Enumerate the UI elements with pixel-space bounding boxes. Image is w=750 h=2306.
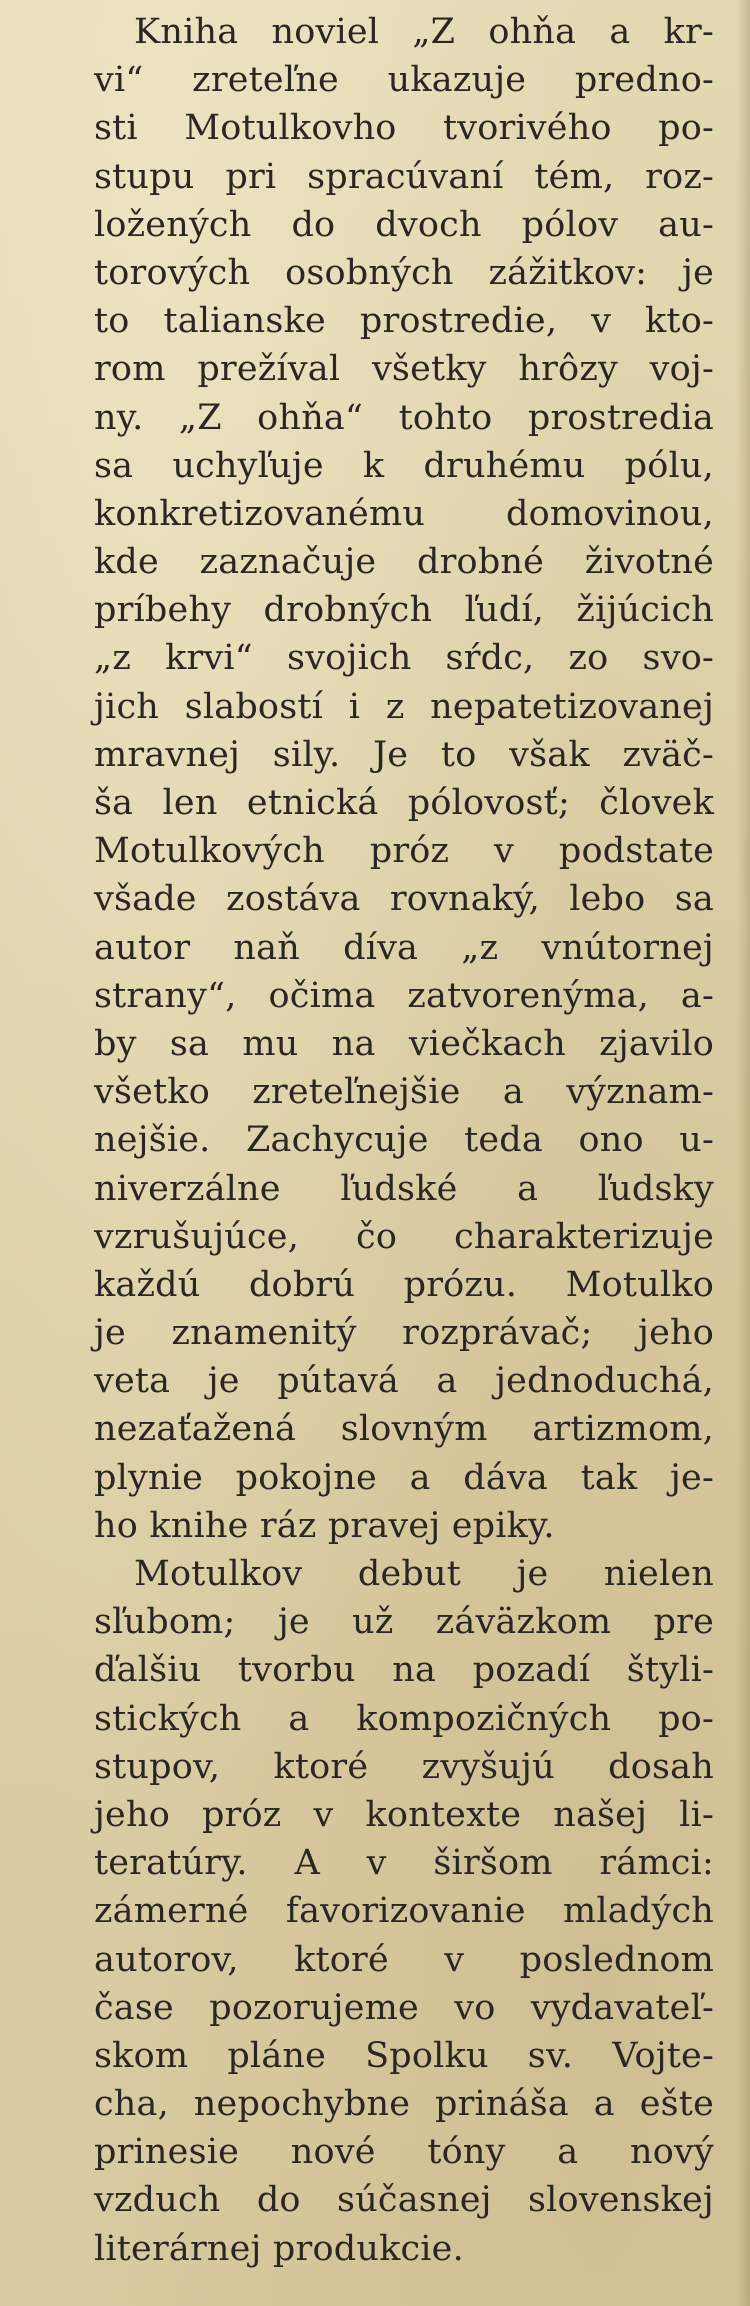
text-line: niverzálne ľudské a ľudsky <box>94 1168 714 1209</box>
text-line: stupu pri spracúvaní tém, roz- <box>94 156 714 197</box>
text-line: sa uchyľuje k druhému pólu, <box>94 445 714 486</box>
text-line: mravnej sily. Je to však zväč- <box>94 734 714 775</box>
text-line: nejšie. Zachycuje teda ono u- <box>94 1120 714 1161</box>
text-line: literárnej produkcie. <box>94 2228 464 2269</box>
text-line: konkretizovanému domovinou, <box>94 493 714 534</box>
text-line: autorov, ktoré v poslednom <box>94 1939 714 1980</box>
text-line: cha, nepochybne prináša a ešte <box>94 2084 714 2125</box>
text-line: príbehy drobných ľudí, žijúcich <box>94 590 714 631</box>
text-line: jeho próz v kontexte našej li- <box>94 1794 714 1835</box>
text-line: Motulkov debut je nielen <box>134 1554 714 1594</box>
text-line: všetko zreteľnejšie a význam- <box>94 1072 714 1113</box>
text-line: veta je pútavá a jednoduchá, <box>94 1361 714 1402</box>
text-line: plynie pokojne a dáva tak je- <box>94 1457 714 1498</box>
text-line: to talianske prostredie, v kto- <box>94 301 714 342</box>
text-line: všade zostáva rovnaký, lebo sa <box>94 879 714 920</box>
text-line: prinesie nové tóny a nový <box>94 2132 714 2173</box>
text-line: vi“ zreteľne ukazuje predno- <box>94 60 714 101</box>
text-line: by sa mu na viečkach zjavilo <box>94 1023 714 1064</box>
text-line: ny. „Z ohňa“ tohto prostredia <box>94 397 714 438</box>
text-line: ložených do dvoch pólov au- <box>94 204 714 245</box>
text-line: sti Motulkovho tvorivého po- <box>94 108 714 149</box>
text-line: autor naň díva „z vnútornej <box>94 927 714 968</box>
text-line: skom pláne Spolku sv. Vojte- <box>94 2035 714 2076</box>
text-line: každú dobrú prózu. Motulko <box>94 1264 714 1305</box>
text-line: kde zaznačuje drobné životné <box>94 542 714 583</box>
article-body <box>94 8 714 2273</box>
text-line: ho knihe ráz pravej epiky. <box>94 1505 555 1546</box>
text-line: nezaťažená slovným artizmom, <box>94 1409 714 1450</box>
text-line: stupov, ktoré zvyšujú dosah <box>94 1746 714 1787</box>
text-line: sľubom; je už záväzkom pre <box>94 1602 714 1643</box>
text-line: strany“, očima zatvorenýma, a- <box>94 975 714 1016</box>
paragraph-2 <box>94 1550 714 2273</box>
text-line: zámerné favorizovanie mladých <box>94 1891 714 1932</box>
text-line: ša len etnická pólovosť; človek <box>94 783 714 823</box>
text-line: vzrušujúce, čo charakterizuje <box>94 1216 714 1257</box>
text-line: vzduch do súčasnej slovenskej <box>94 2180 714 2221</box>
text-line: Kniha noviel „Z ohňa a kr- <box>134 12 714 52</box>
text-line: Motulkových próz v podstate <box>94 831 714 872</box>
text-line: rom prežíval všetky hrôzy voj- <box>94 349 714 390</box>
paragraph-1 <box>94 8 714 1550</box>
text-line: čase pozorujeme vo vydavateľ- <box>94 1987 714 2028</box>
text-line: je znamenitý rozprávač; jeho <box>94 1313 714 1354</box>
text-line: teratúry. A v širšom rámci: <box>94 1843 714 1884</box>
text-line: „z krvi“ svojich sŕdc, zo svo- <box>94 638 714 679</box>
text-line: jich slabostí i z nepatetizovanej <box>94 686 714 727</box>
text-line: ďalšiu tvorbu na pozadí štyli- <box>94 1650 714 1691</box>
text-line: torových osobných zážitkov: je <box>94 252 714 293</box>
text-line: stických a kompozičných po- <box>94 1698 714 1739</box>
